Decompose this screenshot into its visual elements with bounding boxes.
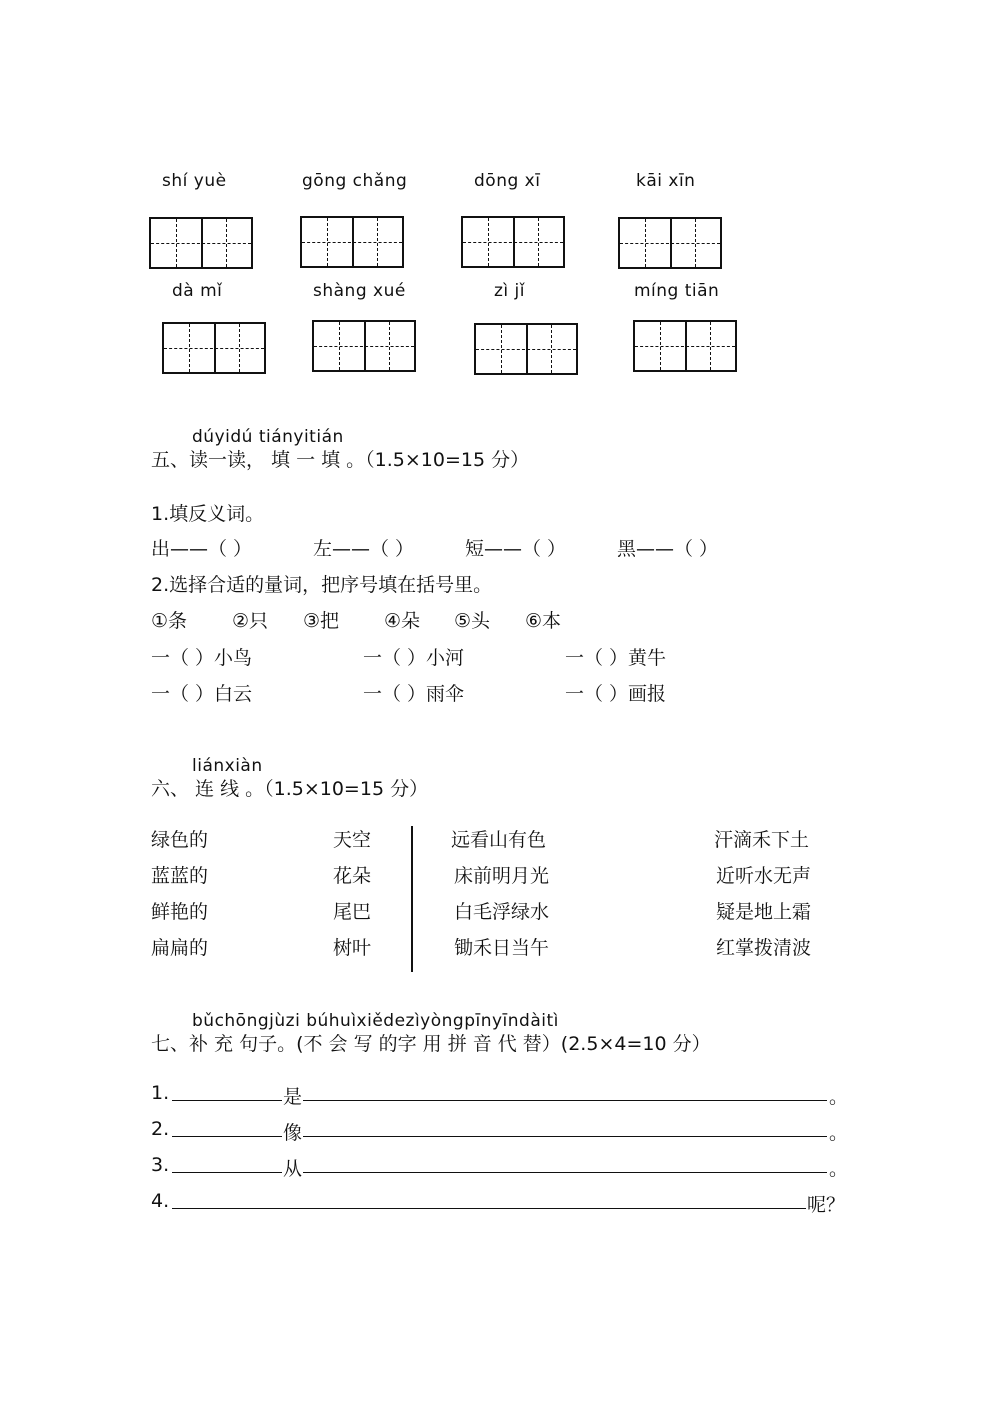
- option-item: ①条: [151, 610, 188, 632]
- poem-line: 汗滴禾下土: [714, 829, 810, 851]
- option-item: ⑤头: [454, 610, 491, 632]
- match-left-word: 绿色的: [151, 829, 209, 851]
- option-item: ②只: [232, 610, 269, 632]
- antonym-item: 出——（ ）: [151, 538, 253, 560]
- measure-word-item: 一（ ）画报: [565, 683, 667, 705]
- pinyin-label: shàng xué: [313, 281, 406, 301]
- answer-blank[interactable]: [303, 1136, 827, 1137]
- match-noun: 花朵: [333, 865, 372, 887]
- writing-grid-box[interactable]: [312, 320, 416, 372]
- answer-blank[interactable]: [303, 1100, 827, 1101]
- writing-grid-box[interactable]: [618, 217, 722, 269]
- measure-word-item: 一（ ）小鸟: [151, 647, 253, 669]
- sentence-number: 1.: [151, 1082, 170, 1104]
- pinyin-label: zì jǐ: [494, 281, 525, 301]
- match-noun: 树叶: [333, 937, 372, 959]
- sentence-keyword: 从: [283, 1158, 303, 1180]
- answer-blank[interactable]: [172, 1172, 282, 1173]
- pinyin-label: shí yuè: [162, 171, 227, 191]
- sentence-keyword: 像: [283, 1122, 303, 1144]
- writing-grid-box[interactable]: [633, 320, 737, 372]
- match-noun: 天空: [333, 829, 372, 851]
- sentence-keyword: 是: [283, 1086, 303, 1108]
- writing-grid-box[interactable]: [474, 323, 578, 375]
- section-pinyin: liánxiàn: [192, 756, 263, 776]
- match-left-word: 扁扁的: [151, 937, 209, 959]
- column-divider: [411, 826, 413, 972]
- section-title: 六、 连 线 。（1.5×10=15 分）: [151, 778, 429, 800]
- option-item: ④朵: [384, 610, 421, 632]
- match-left-word: 鲜艳的: [151, 901, 209, 923]
- measure-word-item: 一（ ）黄牛: [565, 647, 667, 669]
- poem-line: 白毛浮绿水: [454, 901, 550, 923]
- match-left-word: 蓝蓝的: [151, 865, 209, 887]
- sentence-end: 呢？: [807, 1194, 846, 1216]
- answer-blank[interactable]: [172, 1136, 282, 1137]
- pinyin-label: míng tiān: [634, 281, 720, 301]
- sentence-end: 。: [829, 1158, 849, 1180]
- poem-line: 远看山有色: [451, 829, 547, 851]
- antonym-item: 左——（ ）: [313, 538, 415, 560]
- section-pinyin: dúyidú tiányitián: [192, 427, 344, 447]
- sentence-number: 3.: [151, 1154, 170, 1176]
- sentence-number: 2.: [151, 1118, 170, 1140]
- writing-grid-box[interactable]: [162, 322, 266, 374]
- poem-line: 锄禾日当午: [454, 937, 550, 959]
- measure-word-item: 一（ ）小河: [363, 647, 465, 669]
- poem-line: 疑是地上霜: [716, 901, 812, 923]
- question-title: 2.选择合适的量词，把序号填在括号里。: [151, 574, 493, 596]
- pinyin-label: gōng chǎng: [302, 171, 408, 191]
- answer-blank[interactable]: [172, 1100, 282, 1101]
- poem-line: 近听水无声: [716, 865, 812, 887]
- poem-line: 床前明月光: [454, 865, 550, 887]
- answer-blank[interactable]: [172, 1208, 806, 1209]
- option-item: ③把: [303, 610, 340, 632]
- sentence-end: 。: [829, 1122, 849, 1144]
- question-title: 1.填反义词。: [151, 503, 265, 525]
- antonym-item: 黑——（ ）: [617, 538, 719, 560]
- pinyin-label: kāi xīn: [636, 171, 696, 191]
- section-title: 五、读一读， 填 一 填 。（1.5×10=15 分）: [151, 449, 530, 471]
- answer-blank[interactable]: [303, 1172, 827, 1173]
- writing-grid-box[interactable]: [149, 217, 253, 269]
- option-item: ⑥本: [525, 610, 562, 632]
- measure-word-item: 一（ ）雨伞: [363, 683, 465, 705]
- writing-grid-box[interactable]: [461, 216, 565, 268]
- match-noun: 尾巴: [333, 901, 372, 923]
- sentence-number: 4.: [151, 1190, 170, 1212]
- poem-line: 红掌拨清波: [716, 937, 812, 959]
- antonym-item: 短——（ ）: [465, 538, 567, 560]
- pinyin-label: dà mǐ: [172, 281, 223, 301]
- sentence-end: 。: [829, 1086, 849, 1108]
- section-pinyin: bǔchōngjùzi búhuìxiědezìyòngpīnyīndàitì: [192, 1011, 559, 1031]
- writing-grid-box[interactable]: [300, 216, 404, 268]
- section-title: 七、补 充 句子。(不 会 写 的字 用 拼 音 代 替）(2.5×4=10 分）: [151, 1033, 711, 1055]
- measure-word-item: 一（ ）白云: [151, 683, 253, 705]
- pinyin-label: dōng xī: [474, 171, 541, 191]
